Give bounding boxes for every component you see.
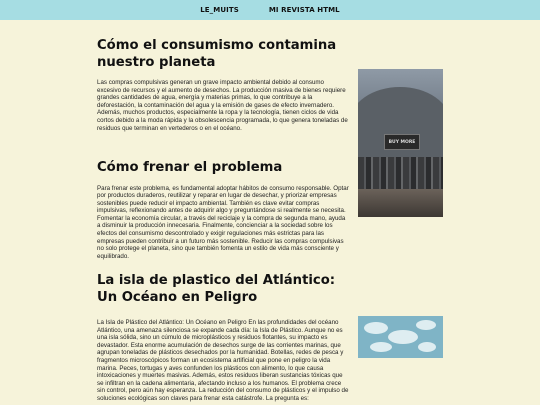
map-blob [416, 320, 436, 330]
plastic-island-map-image [358, 316, 443, 358]
section-body-isla-plastico: La Isla de Plástico del Atlántico: Un Océano en Peligro En las profundidades del océano Atlántico, una amenaza silenciosa se expande cada día: la Isla de Plástico. Aunque no es una isla sólida, sino un cúmulo de microplásticos y residuos flotantes, su impacto es devastador. Esta enorme acumulación de desechos surge de las corrientes marinas, que agrupan toneladas de plásticos desechados por la humanidad. Botellas, redes de pesca y fragmentos microscópicos forman un ecosistema artificial que pone en peligro la vida marina. Peces, tortugas y aves confunden los plásticos con alimento, lo que causa intoxicaciones y muertes masivas. Además, estos residuos liberan sustancias tóxicas que se infiltran en la cadena alimentaria, afectando incluso a los humanos. El problema crece sin control, pero aún hay esperanza. La reducción del consumo de plásticos y el impulso de soluciones ecológicas son claves para frenar esta catástrofe. La pregunta es: [97, 319, 349, 402]
nav-link-mi-revista[interactable]: MI REVISTA HTML [268, 6, 340, 14]
nav-link-le-muits[interactable]: LE_MUITS [200, 6, 239, 14]
top-nav [0, 0, 540, 20]
section-frenar [97, 160, 349, 260]
section-title-frenar: Cómo frenar el problema [97, 160, 283, 175]
section-body-consumismo: Las compras compulsivas generan un grave impacto ambiental debido al consumo excesivo de recursos y el aumento de desechos. La producción masiva de bienes requiere grandes cantidades de agua, energía y materias primas, lo que contribuye a la deforestación, la contaminación del agua y la emisión de gases de efecto invernadero. Además, muchos productos, especialmente la ropa y la tecnología, tienen ciclos de vida cortos debido a la moda rápida y la obsolescencia programada, lo que genera toneladas de residuos que terminan en vertederos o en el océano. [97, 79, 348, 132]
map-blob [370, 342, 392, 352]
consumerism-city-image [358, 69, 443, 217]
section-body-frenar: Para frenar este problema, es fundamental adoptar hábitos de consumo responsable. Optar por productos duraderos, reutilizar y reparar en lugar de desechar, y priorizar empresas sostenibles puede reducir el impacto ambiental. También es clave evitar compras impulsivas, reflexionando antes de adquirir algo y preguntándose si realmente se necesita. Fomentar la economía circular, a través del reciclaje y la compra de segunda mano, ayuda a disminuir la producción innecesaria. Finalmente, concienciar a la sociedad sobre los efectos del consumismo descontrolado y exigir regulaciones más estrictas para las empresas pueden contribuir a un futuro más sostenible. Reducir las compras compulsivas no solo protege el planeta, sino que también fomenta un estilo de vida más consciente y equilibrado. [97, 184, 349, 260]
section-title-isla-plastico: La isla de plastico del Atlántico: Un Océano en Peligro [97, 273, 336, 305]
image-ground [358, 189, 443, 217]
buy-more-sign: BUY MORE [384, 134, 420, 150]
map-blob [418, 342, 436, 352]
map-blob [364, 322, 388, 334]
map-blob [388, 330, 418, 344]
section-consumismo [97, 38, 349, 132]
section-isla-plastico [97, 273, 349, 403]
section-title-consumismo: Cómo el consumismo contamina nuestro planeta [97, 38, 337, 70]
